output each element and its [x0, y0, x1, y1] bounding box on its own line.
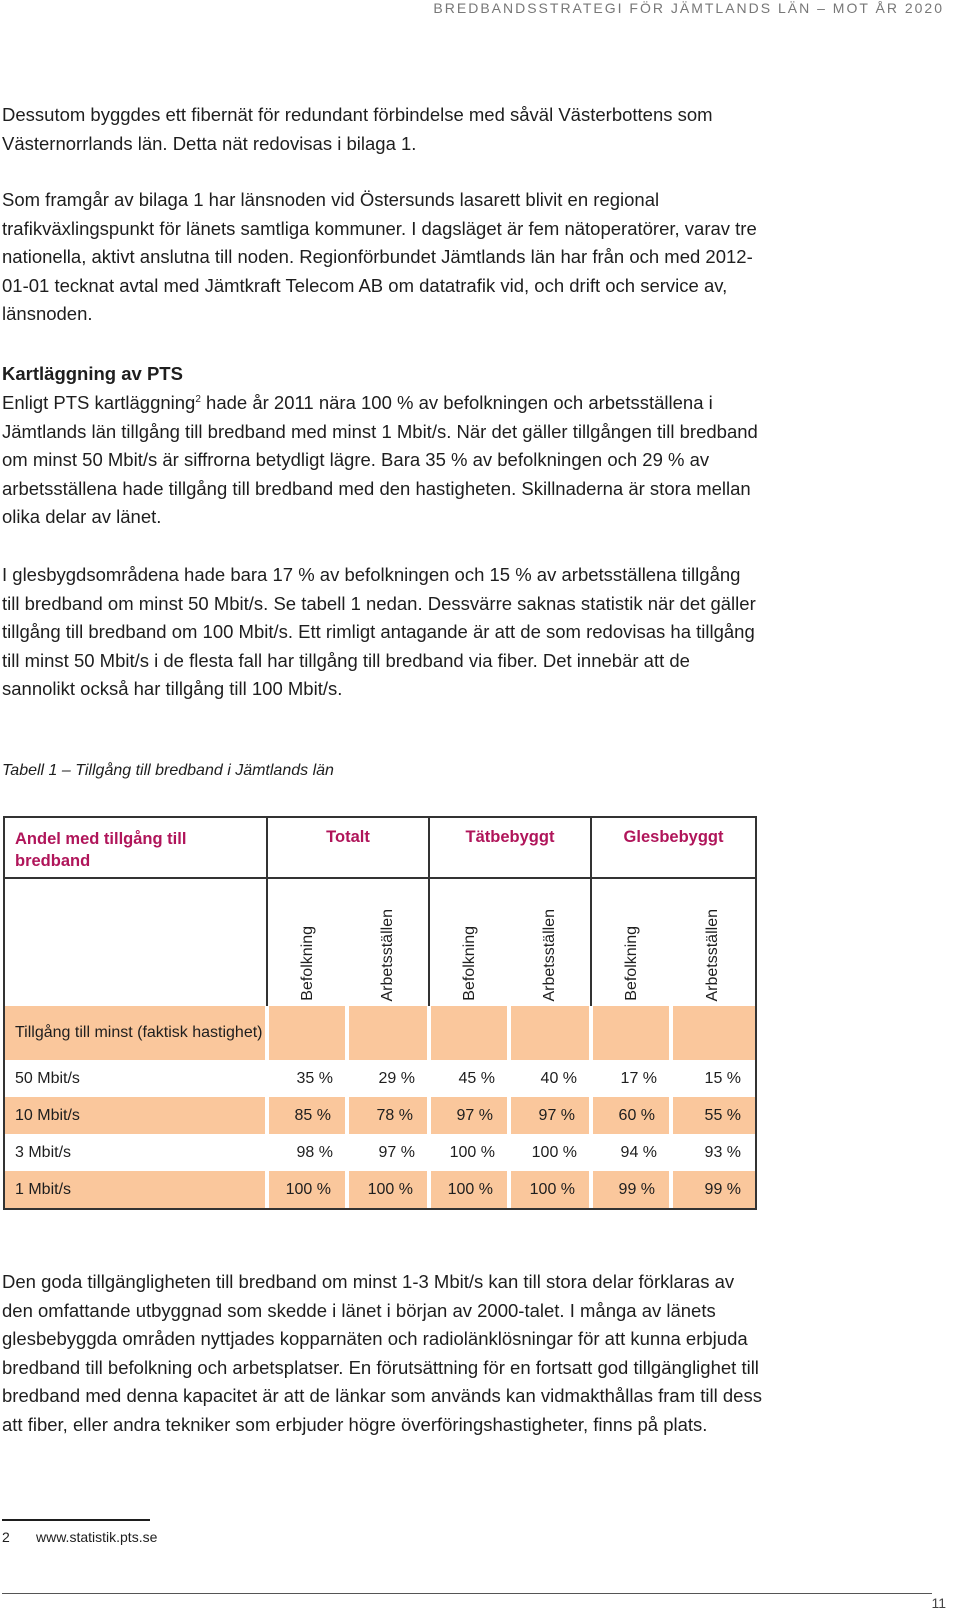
- table-cell: 100 %: [509, 1134, 591, 1171]
- table-cell: 29 %: [347, 1060, 429, 1097]
- row-label: 10 Mbit/s: [5, 1097, 267, 1134]
- subcol-header: Befolkning: [591, 878, 671, 1006]
- table-cell: 85 %: [267, 1097, 347, 1134]
- table-section-row: [5, 1006, 755, 1060]
- row-label: 50 Mbit/s: [5, 1060, 267, 1097]
- footnote-number: 2: [2, 1529, 10, 1545]
- table-cell: 100 %: [347, 1171, 429, 1208]
- page-number: 11: [931, 1595, 946, 1611]
- table-cell: 55 %: [671, 1097, 755, 1134]
- table-corner-label: Andel med tillgång till bredband: [5, 818, 267, 878]
- closing-paragraph: Den goda tillgängligheten till bredband om minst 1-3 Mbit/s kan till stora delar förklaras av den omfattande utbyggnad som skedde i länet i början av 2000-talet. I många av länets glesbebyggda områden nyttjades kopparnäten och radiolänklösningar för att kunna erbjuda bredband till befolkning och arbetsplatser. En förutsättning för en fortsatt god tillgänglighet till bredband med denna kapacitet är att de länkar som används kan vidmakthållas fram till dess att fiber, eller andra tekniker som erbjuder högre överföringshastigheter, finns på plats.: [2, 1271, 762, 1435]
- subcol-header: Befolkning: [267, 878, 347, 1006]
- table-cell: 100 %: [429, 1134, 509, 1171]
- table-row: [5, 1171, 755, 1208]
- table-row: [5, 1097, 755, 1134]
- footnote-ref[interactable]: 2: [195, 393, 201, 405]
- running-header: BREDBANDSSTRATEGI FÖR JÄMTLANDS LÄN – MOT ÅR 2020: [433, 0, 944, 16]
- section-paragraph-1-start: Enligt PTS kartläggning: [2, 392, 196, 413]
- table-cell: 97 %: [429, 1097, 509, 1134]
- table-cell: 78 %: [347, 1097, 429, 1134]
- section-paragraph-2: I glesbygdsområdena hade bara 17 % av befolkningen och 15 % av arbetsställena tillgång till bredband om minst 50 Mbit/s. Se tabell 1 nedan. Dessvärre saknas statistik när det gäller tillgång till bredband om 100 Mbit/s. Ett rimligt antagande är att de som redovisas ha tillgång till minst 50 Mbit/s i de flesta fall har tillgång till bredband via fiber. Det innebär att de sannolikt också har tillgång till 100 Mbit/s.: [2, 564, 756, 700]
- table-cell: 97 %: [509, 1097, 591, 1134]
- table-cell: 100 %: [429, 1171, 509, 1208]
- paragraph-1: Dessutom byggdes ett fibernät för redundant förbindelse med såväl Västerbottens som Västernorrlands län. Detta nät redovisas i bilaga 1.: [2, 104, 713, 154]
- paragraph-2: Som framgår av bilaga 1 har länsnoden vid Östersunds lasarett blivit en regional trafikväxlingspunkt för länets samtliga kommuner. I dagsläget är fem nätoperatörer, varav tre nationella, aktivt anslutna till noden. Regionförbundet Jämtlands län har från och med 2012-01-01 tecknat avtal med Jämtkraft Telecom AB om datatrafik vid, och drift och service av, länsnoden.: [2, 189, 757, 325]
- footnote-link[interactable]: www.statistik.pts.se: [36, 1529, 158, 1545]
- row-label: 3 Mbit/s: [5, 1134, 267, 1171]
- subcol-header: Arbetsställen: [540, 908, 558, 1001]
- subcol-header: Arbetsställen: [704, 908, 722, 1001]
- table-cell: 45 %: [429, 1060, 509, 1097]
- table-cell: 40 %: [509, 1060, 591, 1097]
- footer-divider: [2, 1593, 932, 1594]
- subcol-header: Befolkning: [429, 878, 509, 1006]
- table-cell: 99 %: [591, 1171, 671, 1208]
- table-cell: 35 %: [267, 1060, 347, 1097]
- table-cell: 17 %: [591, 1060, 671, 1097]
- table-section-label: Tillgång till minst (faktisk hastighet): [5, 1006, 267, 1060]
- table-cell: 97 %: [347, 1134, 429, 1171]
- section-paragraph-1-rest: hade år 2011 nära 100 % av befolkningen och arbetsställena i Jämtlands län tillgång till bredband med minst 1 Mbit/s. När det gäller tillgången till bredband om minst 50 Mbit/s är siffrorna betydligt lägre. Bara 35 % av befolkningen och 29 % av arbetsställena hade tillgång till bredband med den hastigheten. Skillnaderna är stora mellan olika delar av länet.: [2, 392, 758, 528]
- group-header-totalt: Totalt: [267, 818, 429, 878]
- table-cell: 60 %: [591, 1097, 671, 1134]
- table-cell: 15 %: [671, 1060, 755, 1097]
- table-cell: 98 %: [267, 1134, 347, 1171]
- table-cell: 100 %: [267, 1171, 347, 1208]
- table-row: [5, 1060, 755, 1097]
- table-row: [5, 1134, 755, 1171]
- group-header-glesbebyggt: Glesbebyggt: [591, 818, 755, 878]
- footnote-divider: [2, 1519, 150, 1521]
- table-group-header: [5, 818, 755, 878]
- table-caption: Tabell 1 – Tillgång till bredband i Jämtlands län: [2, 762, 334, 779]
- subcol-header: Arbetsställen: [378, 908, 396, 1001]
- section-paragraph-1: [2, 389, 762, 532]
- table-cell: 100 %: [509, 1171, 591, 1208]
- table-cell: 99 %: [671, 1171, 755, 1208]
- footnote: [2, 1527, 157, 1547]
- table-subheader: [5, 878, 755, 1006]
- broadband-table: [3, 816, 757, 1210]
- group-header-tatbebyggt: Tätbebyggt: [429, 818, 591, 878]
- table-cell: 93 %: [671, 1134, 755, 1171]
- table-cell: 94 %: [591, 1134, 671, 1171]
- row-label: 1 Mbit/s: [5, 1171, 267, 1208]
- section-heading: Kartläggning av PTS: [2, 363, 183, 384]
